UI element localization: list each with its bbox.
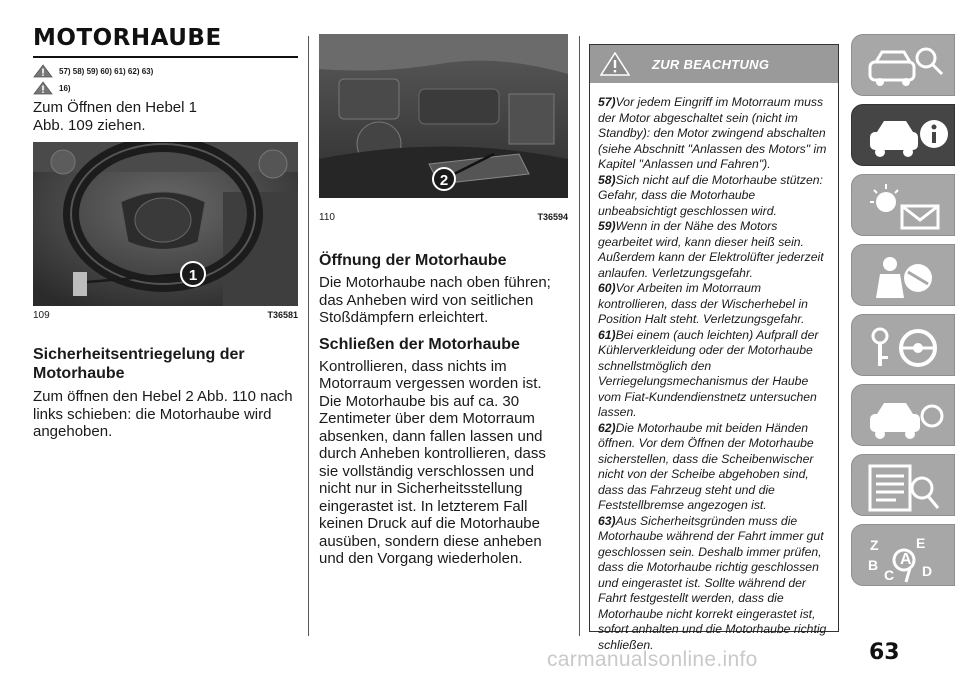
safety-release-heading: Sicherheitsentriegelung der Motorhaube [33,346,245,382]
caution-box [589,44,839,652]
svg-text:B: B [868,557,879,573]
figure-110-code: T36594 [537,212,568,222]
figure-110-number: 110 [319,212,335,223]
warning-references [33,81,298,95]
figure-110-callout: 2 [439,172,449,189]
figure-110-caption [319,212,568,225]
caution-header [590,45,838,83]
column-divider-2 [579,36,580,636]
caution-note-text: Die Motorhaube mit beiden Händen öffnen. Vor dem Öffnen der Motorhaube sicherstellen, dass die Scheibenwischer nicht von der Scheibe abgehoben sind, dass das Fahrzeug steht und die Feststellbremse angezogen ist. [598,420,814,512]
section-title: MOTORHAUBE [33,25,222,51]
left-column [33,24,298,441]
opening-heading: Öffnung der Motorhaube [319,252,507,269]
warning-triangle-icon [600,52,630,76]
caution-note-number: 63) [598,513,616,528]
car-info-icon [860,110,950,164]
caution-note [598,219,830,281]
note-references [33,64,298,78]
figure-109-caption [33,310,298,323]
right-column [589,44,839,652]
warning-icon [33,81,53,95]
chapter-tab[interactable] [851,244,955,306]
caution-header-label: ZUR BEACHTUNG [652,57,770,72]
caution-note [598,281,830,328]
caution-note-number: 58) [598,172,616,187]
engine-bay-photo [319,34,568,198]
car-search-icon [860,40,950,94]
caution-note-text: Vor jedem Eingriff im Motorraum muss der Motor abgeschaltet sein (nicht im Standby): den Motor zwingend abschalten (siehe Abschnitt "Anlassen des Motors" im Kapitel "Anlassen und Fahren"). [598,95,827,171]
caution-note-text: Aus Sicherheitsgründen muss die Motorhaube während der Fahrt immer gut geschlossen sein. Deshalb immer prüfen, dass die Motorhaube richtig geschlossen und eingerastet ist. Sollte während der Fahrt festgestellt werden, dass die Motorhaube nicht korrekt eingerastet ist, sofort anhalten und die Motorhaube richtig schließen. [598,513,827,652]
svg-text:D: D [922,563,933,579]
caution-note [598,95,830,173]
caution-note [598,328,830,421]
figure-109 [33,142,298,306]
key-steering-icon [860,320,950,374]
caution-note-text: Vor Arbeiten im Motorraum kontrollieren, dass der Wischerhebel in Position Halt steht. Verletzungsgefahr. [598,281,808,326]
caution-note [598,514,830,654]
column-divider-1 [308,36,309,636]
watermark: carmanualsonline.info [547,648,758,671]
closing-heading: Schließen der Motorhaube [319,335,520,353]
opening-text: Die Motorhaube nach oben führen; das Anheben wird von seitlichen Stoßdämpfern erleichtert. [319,274,551,326]
closing-text: Kontrollieren, dass nichts im Motorraum vergessen worden ist. Die Motorhaube bis auf ca. 30 Zentimeter über dem Motorraum absenken, dann fallen lassen und durch Anheben kontrollieren, dass sie vollständig verschlossen und nicht nur in Sicherheitsstellung eingerastet ist. In letzterem Fall keinen Druck auf die Motorhaube ausüben, sondern diese anheben und den Vorgang wiederholen. [319,357,546,567]
warning-lights-icon [860,180,950,234]
caution-note-number: 61) [598,327,616,342]
chapter-tab[interactable] [851,174,955,236]
note-reference-list[interactable]: 57) 58) 59) 60) 61) 62) 63) [59,66,154,76]
chapter-tab[interactable] [851,314,955,376]
caution-note [598,173,830,220]
figure-109-code: T36581 [267,310,298,320]
title-underline [33,56,298,58]
caution-notes [590,83,838,653]
alphabet-index-icon [860,530,950,584]
svg-text:E: E [916,535,926,551]
caution-note-text: Sich nicht auf die Motorhaube stützen: Gefahr, dass die Motorhaube unbeabsichtigt geschlossen wird. [598,172,823,218]
svg-text:A: A [900,551,912,568]
chapter-tab[interactable] [851,384,955,446]
chapter-tab[interactable] [851,34,955,96]
svg-text:C: C [884,567,895,583]
figure-110 [319,34,568,198]
caution-note-number: 60) [598,281,616,295]
caution-note-number: 57) [598,95,616,109]
dashboard-steering-wheel-photo [33,142,298,306]
chapter-tab[interactable] [851,524,955,586]
car-emergency-icon [860,390,950,444]
figure-109-number: 109 [33,310,50,321]
caution-note-text: Bei einem (auch leichten) Aufprall der Kühlerverkleidung oder der Motorhaube schnellstmöglich den Verriegelungsmechanismus der Haube vom Fiat-Kundendienstnetz untersuchen lassen. [598,327,819,419]
caution-note-text: Wenn in der Nähe des Motors gearbeitet wird, kann dieser heiß sein. Außerdem kann der Elektrolüfter jederzeit anlaufen. Verletzungsgefahr. [598,219,824,280]
safety-release-text: Zum öffnen den Hebel 2 Abb. 110 nach links schieben: die Motorhaube wird angehoben. [33,388,293,440]
caution-icon [33,64,53,78]
figure-109-callout: 1 [188,267,198,284]
chapter-tabs [851,34,955,594]
airbag-safety-icon [860,250,950,304]
chapter-tab[interactable] [851,104,955,166]
svg-text:Z: Z [870,537,879,553]
chapter-tab[interactable] [851,454,955,516]
page-number: 63 [869,640,900,665]
maintenance-list-icon [860,460,950,514]
caution-note-number: 59) [598,219,616,233]
warning-reference-list[interactable]: 16) [59,83,71,93]
caution-note [598,421,830,514]
middle-column [319,34,568,568]
caution-note-number: 62) [598,420,616,435]
intro-text: Zum Öffnen den Hebel 1 Abb. 109 ziehen. [33,99,197,134]
